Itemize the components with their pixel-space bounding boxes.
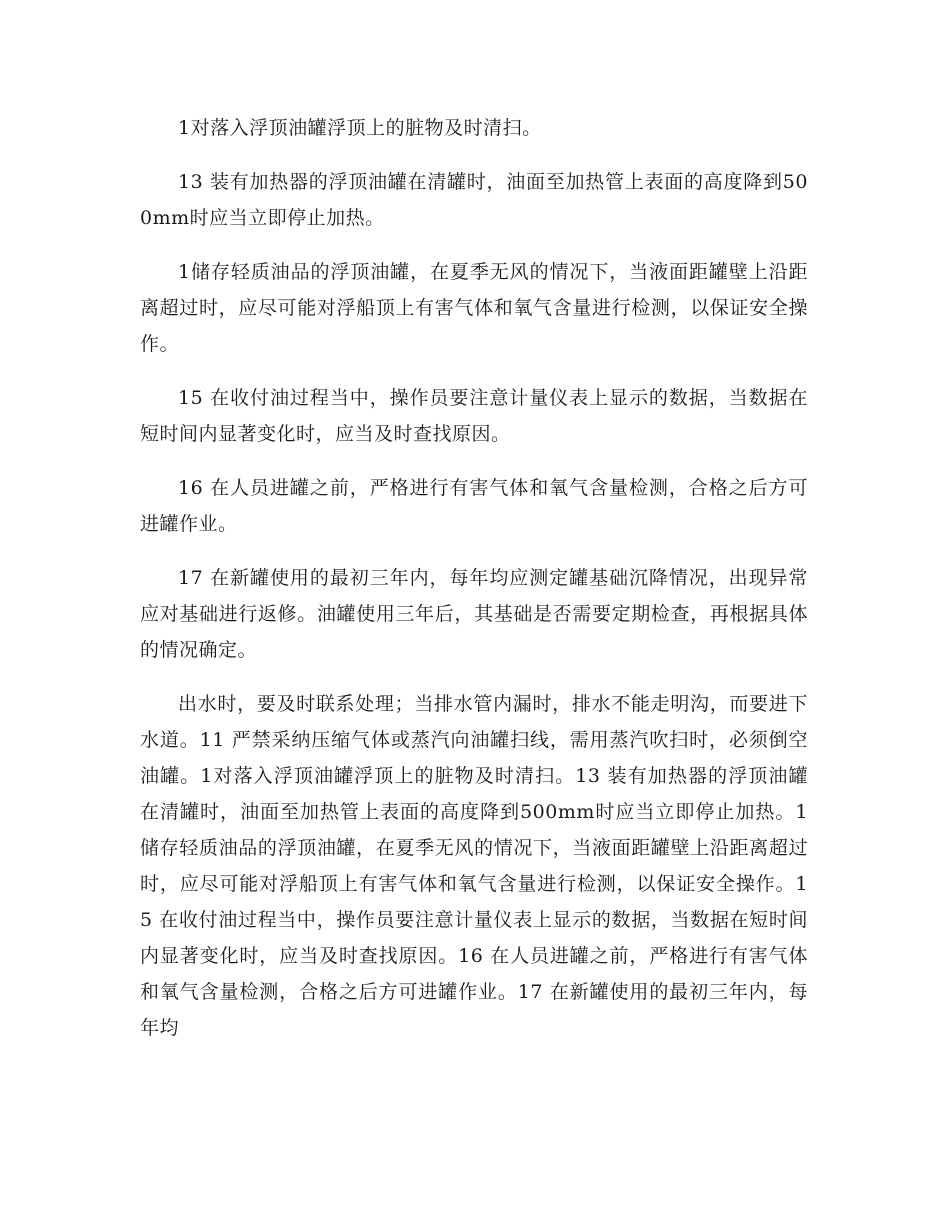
- paragraph-16: 16 在人员进罐之前，严格进行有害气体和氧气含量检测，合格之后方可进罐作业。: [140, 477, 808, 535]
- paragraph-summary: 出水时，要及时联系处理；当排水管内漏时，排水不能走明沟，而要进下水道。11 严禁采纳压缩气体或蒸汽向油罐扫线，需用蒸汽吹扫时，必须倒空油罐。1对落入浮顶油罐浮顶上的脏物及时清扫。13 装有加热器的浮顶油罐在清罐时，油面至加热管上表面的高度降到500mm时应当立即停止加热。1储存轻质油品的浮顶油罐，在夏季无风的情况下，当液面距罐壁上沿距离超过时，应尽可能对浮船顶上有害气体和氧气含量进行检测，以保证安全操作。15 在收付油过程当中，操作员要注意计量仪表上显示的数据，当数据在短时间内显著变化时，应当及时查找原因。16 在人员进罐之前，严格进行有害气体和氧气含量检测，合格之后方可进罐作业。17 在新罐使用的最初三年内，每年均: [140, 693, 808, 1039]
- paragraph-15: 15 在收付油过程当中，操作员要注意计量仪表上显示的数据，当数据在短时间内显著变化时，应当及时查找原因。: [140, 387, 808, 445]
- paragraph-1: 1对落入浮顶油罐浮顶上的脏物及时清扫。: [178, 117, 542, 139]
- paragraph-1-light-oil: 1储存轻质油品的浮顶油罐，在夏季无风的情况下，当液面距罐壁上沿距离超过时，应尽可能对浮船顶上有害气体和氧气含量进行检测，以保证安全操作。: [140, 261, 808, 355]
- document-body: [140, 110, 808, 1066]
- paragraph-13: 13 装有加热器的浮顶油罐在清罐时，油面至加热管上表面的高度降到500mm时应当立即停止加热。: [140, 171, 808, 229]
- paragraph-17: 17 在新罐使用的最初三年内，每年均应测定罐基础沉降情况，出现异常应对基础进行返修。油罐使用三年后，其基础是否需要定期检查，再根据具体的情况确定。: [140, 567, 808, 661]
